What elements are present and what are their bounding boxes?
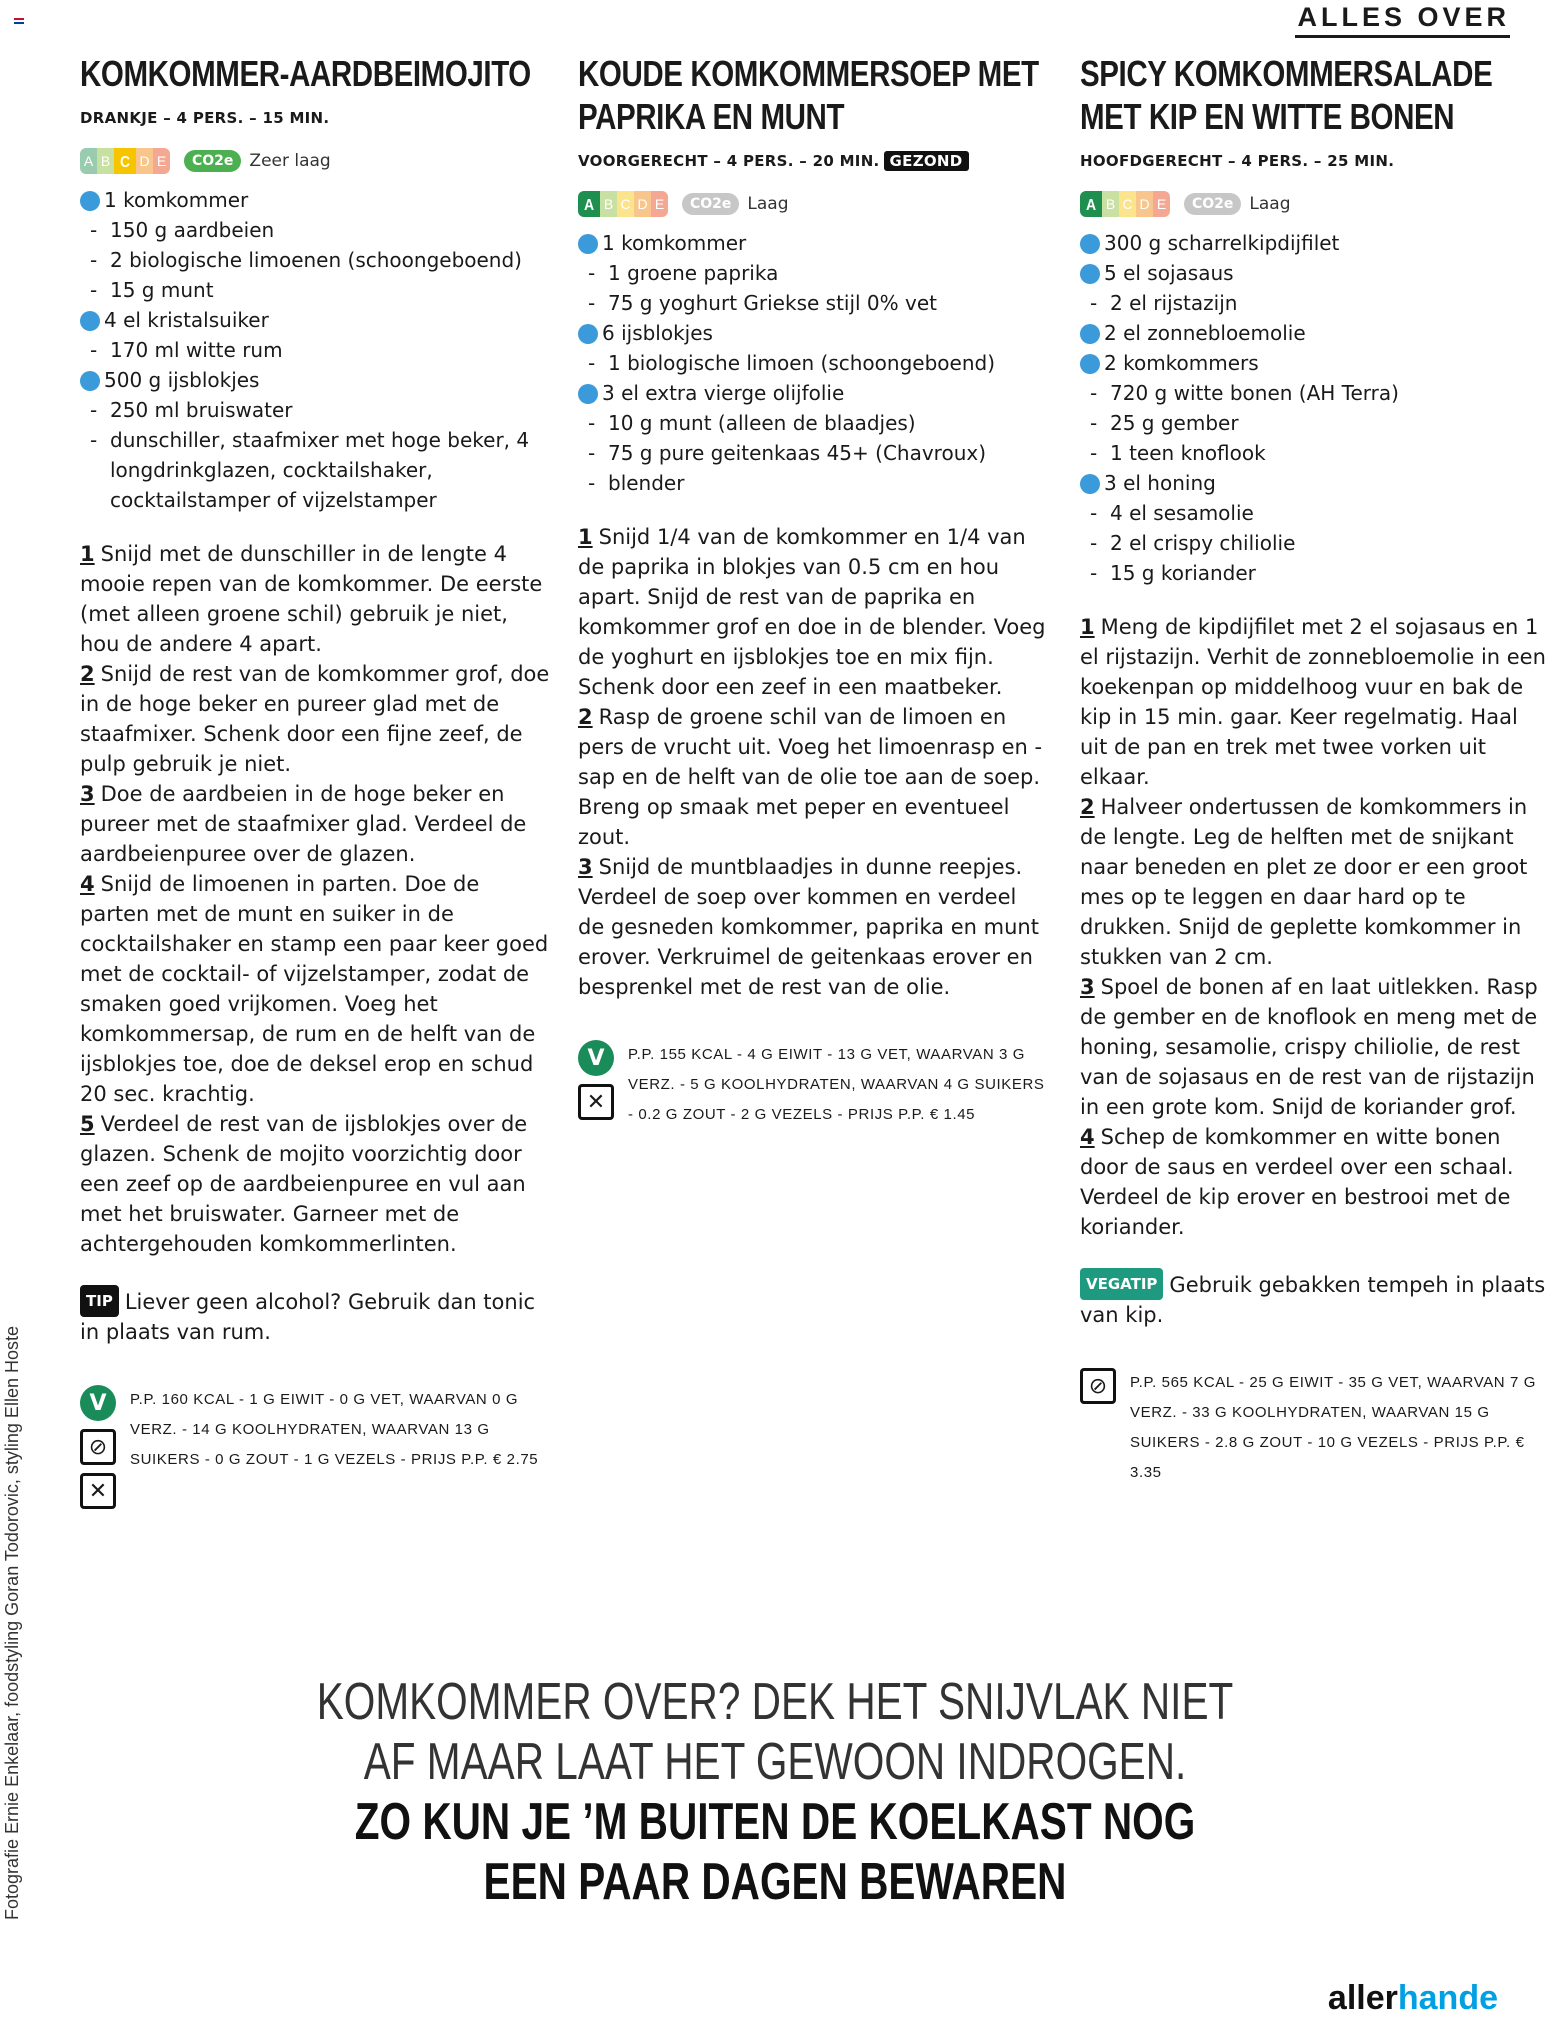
ingredient-text: 1 komkommer bbox=[104, 188, 249, 212]
no-alcohol-icon: ⊘ bbox=[80, 1429, 116, 1465]
ingredient-item bbox=[1080, 438, 1550, 468]
ingredient-text: 170 ml witte rum bbox=[110, 338, 283, 362]
drop-icon bbox=[578, 384, 598, 404]
ingredient-item bbox=[80, 395, 550, 425]
step bbox=[80, 779, 550, 869]
labels-row bbox=[80, 143, 550, 179]
drop-icon bbox=[80, 311, 100, 331]
ingredient-item bbox=[80, 305, 550, 335]
step-number: 2 bbox=[1080, 795, 1095, 819]
ingredient-item bbox=[1080, 528, 1550, 558]
labels-row bbox=[1080, 186, 1550, 222]
recipe-title: SPICY KOMKOMMERSALADE MET KIP EN WITTE BONEN bbox=[1080, 53, 1493, 137]
step bbox=[80, 869, 550, 1109]
nutriscore-grade: E bbox=[651, 191, 668, 217]
ingredient-text: 1 biologische limoen (schoongeboend) bbox=[608, 351, 995, 375]
drop-icon bbox=[80, 371, 100, 391]
ingredient-item bbox=[1080, 348, 1550, 378]
drop-icon bbox=[578, 324, 598, 344]
step-number: 2 bbox=[578, 705, 593, 729]
quote-line: AF MAAR LAAT HET GEWOON INDROGEN. bbox=[363, 1733, 1187, 1791]
nutriscore-grade: C bbox=[114, 148, 136, 174]
ingredient-item bbox=[80, 245, 550, 275]
step-number: 1 bbox=[80, 542, 95, 566]
step-number: 4 bbox=[1080, 1125, 1095, 1149]
step-number: 4 bbox=[80, 872, 95, 896]
recipe-meta bbox=[1080, 152, 1550, 170]
ingredient-text: 10 g munt (alleen de blaadjes) bbox=[608, 411, 916, 435]
step-number: 1 bbox=[578, 525, 593, 549]
ingredient-text: blender bbox=[608, 471, 685, 495]
photo-credit: Fotografie Ernie Enkelaar, foodstyling Goran Todorovic, styling Ellen Hoste bbox=[2, 1326, 22, 1920]
tip bbox=[1080, 1268, 1550, 1330]
ingredient-text: 720 g witte bonen (AH Terra) bbox=[1110, 381, 1399, 405]
quote-line-bold: EEN PAAR DAGEN BEWAREN bbox=[483, 1853, 1067, 1911]
step bbox=[80, 659, 550, 779]
ingredient-item bbox=[578, 438, 1048, 468]
step bbox=[578, 702, 1048, 852]
ingredient-text: 6 ijsblokjes bbox=[602, 321, 713, 345]
ingredient-text: 2 biologische limoenen (schoongeboend) bbox=[110, 248, 522, 272]
drop-icon bbox=[1080, 324, 1100, 344]
health-badge: GEZOND bbox=[884, 151, 969, 171]
step-text: Rasp de groene schil van de limoen en pers de vrucht uit. Voeg het limoenrasp en -sap en de helft van de olie toe aan de soep. Breng op smaak met peper en eventueel zout. bbox=[578, 705, 1043, 849]
diet-icons bbox=[578, 1040, 614, 1130]
tip-text: Gebruik gebakken tempeh in plaats van kip. bbox=[1080, 1273, 1546, 1327]
flag-mark bbox=[14, 18, 24, 24]
ingredient-text: 75 g pure geitenkaas 45+ (Chavroux) bbox=[608, 441, 987, 465]
ingredient-item bbox=[1080, 318, 1550, 348]
co2-label bbox=[1184, 193, 1291, 215]
nutriscore-grade: D bbox=[634, 191, 651, 217]
ingredient-item bbox=[80, 425, 550, 515]
nutrition-info bbox=[80, 1385, 550, 1509]
step bbox=[578, 522, 1048, 702]
recipe-meta bbox=[80, 109, 550, 127]
drop-icon bbox=[1080, 474, 1100, 494]
diet-icons bbox=[1080, 1368, 1116, 1488]
recipe-meta bbox=[578, 152, 1048, 170]
section-label: ALLES OVER bbox=[1295, 2, 1510, 38]
allerhande-logo: allerhande bbox=[1327, 1979, 1498, 2017]
ingredient-item bbox=[578, 408, 1048, 438]
ingredient-text: 150 g aardbeien bbox=[110, 218, 275, 242]
ingredient-text: 3 el extra vierge olijfolie bbox=[602, 381, 845, 405]
tip-badge: TIP bbox=[80, 1285, 119, 1317]
nutriscore-grade: A bbox=[80, 148, 97, 174]
gluten-free-icon: ✕ bbox=[80, 1473, 116, 1509]
co2-value: Laag bbox=[1249, 194, 1291, 214]
co2-value: Zeer laag bbox=[249, 151, 331, 171]
vega-icon: V bbox=[578, 1040, 614, 1076]
co2-label bbox=[184, 150, 331, 172]
ingredient-text: 15 g koriander bbox=[1110, 561, 1256, 585]
ingredient-item bbox=[1080, 378, 1550, 408]
recipe-column-1 bbox=[80, 52, 550, 1509]
steps bbox=[1080, 612, 1550, 1242]
ingredient-text: dunschiller, staafmixer met hoge beker, 4 longdrinkglazen, cocktailshaker, cocktailstamper of vijzelstamper bbox=[110, 428, 530, 512]
diet-icons bbox=[80, 1385, 116, 1509]
meta-text: DRANKJE – 4 PERS. – 15 MIN. bbox=[80, 109, 330, 127]
step bbox=[1080, 1122, 1550, 1242]
ingredient-item bbox=[80, 335, 550, 365]
co2-label bbox=[682, 193, 789, 215]
ingredient-text: 75 g yoghurt Griekse stijl 0% vet bbox=[608, 291, 938, 315]
tip-badge: VEGATIP bbox=[1080, 1268, 1163, 1300]
gluten-free-icon: ✕ bbox=[578, 1084, 614, 1120]
co2-value: Laag bbox=[747, 194, 789, 214]
ingredient-item bbox=[1080, 228, 1550, 258]
step-text: Schep de komkommer en witte bonen door de saus en verdeel over een schaal. Verdeel de kip erover en bestrooi met de koriander. bbox=[1080, 1125, 1514, 1239]
nutriscore-grade: C bbox=[617, 191, 634, 217]
ingredient-item bbox=[578, 468, 1048, 498]
step-text: Doe de aardbeien in de hoge beker en pureer met de staafmixer glad. Verdeel de aardbeienpuree over de glazen. bbox=[80, 782, 527, 866]
drop-icon bbox=[578, 234, 598, 254]
ingredient-text: 2 komkommers bbox=[1104, 351, 1259, 375]
ingredient-item bbox=[1080, 408, 1550, 438]
vega-icon: V bbox=[80, 1385, 116, 1421]
nutriscore-grade: D bbox=[136, 148, 153, 174]
recipe-title: KOMKOMMER-AARDBEIMOJITO bbox=[80, 53, 531, 94]
co2-cloud-icon: CO2e bbox=[1184, 193, 1241, 215]
nutriscore-label bbox=[1080, 191, 1170, 217]
nutrition-info bbox=[1080, 1368, 1550, 1488]
nutriscore-grade: B bbox=[600, 191, 617, 217]
step bbox=[80, 1109, 550, 1259]
nutrition-text: P.P. 155 KCAL - 4 G EIWIT - 13 G VET, WAARVAN 3 G VERZ. - 5 G KOOLHYDRATEN, WAARVAN 4 G SUIKERS - 0.2 G ZOUT - 2 G VEZELS - PRIJS P.P. € 1.45 bbox=[628, 1046, 1045, 1123]
ingredient-text: 15 g munt bbox=[110, 278, 214, 302]
recipe-title: KOUDE KOMKOMMERSOEP MET PAPRIKA EN MUNT bbox=[578, 53, 1039, 137]
drop-icon bbox=[1080, 234, 1100, 254]
nutriscore-label bbox=[80, 148, 170, 174]
step bbox=[1080, 972, 1550, 1122]
ingredient-text: 2 el zonnebloemolie bbox=[1104, 321, 1306, 345]
ingredient-text: 3 el honing bbox=[1104, 471, 1216, 495]
ingredient-text: 1 groene paprika bbox=[608, 261, 779, 285]
ingredient-item bbox=[578, 348, 1048, 378]
ingredient-text: 1 teen knoflook bbox=[1110, 441, 1266, 465]
ingredient-text: 25 g gember bbox=[1110, 411, 1239, 435]
step-text: Meng de kipdijfilet met 2 el sojasaus en 1 el rijstazijn. Verhit de zonnebloemolie in een koekenpan op middelhoog vuur en bak de kip in 15 min. gaar. Keer regelmatig. Haal uit de pan en trek met twee vorken uit elkaar. bbox=[1080, 615, 1546, 789]
step-text: Halveer ondertussen de komkommers in de lengte. Leg de helften met de snijkant naar beneden en plet ze door er een groot mes op te leggen en daar hard op te drukken. Snijd de geplette komkommer in stukken van 2 cm. bbox=[1080, 795, 1528, 969]
ingredient-text: 300 g scharrelkipdijfilet bbox=[1104, 231, 1340, 255]
ingredient-list bbox=[1080, 228, 1550, 588]
drop-icon bbox=[1080, 264, 1100, 284]
step-number: 3 bbox=[80, 782, 95, 806]
ingredient-text: 1 komkommer bbox=[602, 231, 747, 255]
step bbox=[80, 539, 550, 659]
ingredient-item bbox=[1080, 558, 1550, 588]
co2-cloud-icon: CO2e bbox=[184, 150, 241, 172]
meta-text: VOORGERECHT – 4 PERS. – 20 MIN. bbox=[578, 152, 880, 170]
no-alcohol-icon: ⊘ bbox=[1080, 1368, 1116, 1404]
nutrition-text: P.P. 565 KCAL - 25 G EIWIT - 35 G VET, WAARVAN 7 G VERZ. - 33 G KOOLHYDRATEN, WAARVAN 15 G SUIKERS - 2.8 G ZOUT - 10 G VEZELS - PRIJS P.P. € 3.35 bbox=[1130, 1374, 1536, 1481]
step-text: Snijd de limoenen in parten. Doe de parten met de munt en suiker in de cocktailshaker en stamp een paar keer goed met de cocktail- of vijzelstamper, zodat de smaken goed vrijkomen. Voeg het komkommersap, de rum en de helft van de ijsblokjes toe, doe de deksel erop en schud 20 sec. krachtig. bbox=[80, 872, 549, 1106]
step-number: 1 bbox=[1080, 615, 1095, 639]
ingredient-item bbox=[1080, 498, 1550, 528]
ingredient-text: 250 ml bruiswater bbox=[110, 398, 293, 422]
ingredient-item bbox=[80, 365, 550, 395]
ingredient-item bbox=[1080, 258, 1550, 288]
nutrition-info bbox=[578, 1040, 1048, 1130]
tip-text: Liever geen alcohol? Gebruik dan tonic in plaats van rum. bbox=[80, 1290, 536, 1344]
ingredient-text: 2 el crispy chiliolie bbox=[1110, 531, 1296, 555]
ingredient-text: 2 el rijstazijn bbox=[1110, 291, 1238, 315]
step-text: Snijd de rest van de komkommer grof, doe in de hoge beker en pureer glad met de staafmixer. Schenk door een fijne zeef, de pulp gebruik je niet. bbox=[80, 662, 550, 776]
ingredient-item bbox=[578, 228, 1048, 258]
meta-text: HOOFDGERECHT – 4 PERS. – 25 MIN. bbox=[1080, 152, 1395, 170]
ingredient-list bbox=[578, 228, 1048, 498]
co2-cloud-icon: CO2e bbox=[682, 193, 739, 215]
nutriscore-grade: A bbox=[578, 191, 600, 217]
nutriscore-grade: E bbox=[153, 148, 170, 174]
step bbox=[1080, 612, 1550, 792]
step-number: 3 bbox=[578, 855, 593, 879]
labels-row bbox=[578, 186, 1048, 222]
step-text: Spoel de bonen af en laat uitlekken. Rasp de gember en de knoflook en meng met de honing, sesamolie, crispy chiliolie, de rest van de sojasaus en de rest van de rijstazijn in een grote kom. Snijd de koriander grof. bbox=[1080, 975, 1538, 1119]
tip bbox=[80, 1285, 550, 1347]
ingredient-text: 5 el sojasaus bbox=[1104, 261, 1234, 285]
ingredient-item bbox=[1080, 468, 1550, 498]
recipe-column-3 bbox=[1080, 52, 1550, 1488]
quote-line-bold: ZO KUN JE ’M BUITEN DE KOELKAST NOG bbox=[354, 1793, 1196, 1851]
drop-icon bbox=[1080, 354, 1100, 374]
step-text: Snijd 1/4 van de komkommer en 1/4 van de paprika in blokjes van 0.5 cm en hou apart. Snijd de rest van de paprika en komkommer grof en doe in de blender. Voeg de yoghurt en ijsblokjes toe en mix fijn. Schenk door een zeef in een maatbeker. bbox=[578, 525, 1046, 699]
ingredient-text: 4 el kristalsuiker bbox=[104, 308, 269, 332]
nutrition-text: P.P. 160 KCAL - 1 G EIWIT - 0 G VET, WAARVAN 0 G VERZ. - 14 G KOOLHYDRATEN, WAARVAN 13 G SUIKERS - 0 G ZOUT - 1 G VEZELS - PRIJS P.P. € 2.75 bbox=[130, 1391, 539, 1468]
steps bbox=[80, 539, 550, 1259]
ingredient-item bbox=[1080, 288, 1550, 318]
pull-quote bbox=[0, 1672, 1550, 1912]
nutriscore-label bbox=[578, 191, 668, 217]
ingredient-list bbox=[80, 185, 550, 515]
ingredient-item bbox=[578, 378, 1048, 408]
ingredient-item bbox=[80, 185, 550, 215]
ingredient-item bbox=[578, 318, 1048, 348]
ingredient-text: 500 g ijsblokjes bbox=[104, 368, 260, 392]
drop-icon bbox=[80, 191, 100, 211]
ingredient-item bbox=[578, 288, 1048, 318]
nutriscore-grade: A bbox=[1080, 191, 1102, 217]
step-text: Verdeel de rest van de ijsblokjes over de glazen. Schenk de mojito voorzichtig door een zeef op de aardbeienpuree en vul aan met het bruiswater. Garneer met de achtergehouden komkommerlinten. bbox=[80, 1112, 528, 1256]
ingredient-item bbox=[578, 258, 1048, 288]
steps bbox=[578, 522, 1048, 1002]
nutriscore-grade: D bbox=[1136, 191, 1153, 217]
nutriscore-grade: E bbox=[1153, 191, 1170, 217]
step bbox=[578, 852, 1048, 1002]
ingredient-text: 4 el sesamolie bbox=[1110, 501, 1254, 525]
step-number: 5 bbox=[80, 1112, 95, 1136]
step bbox=[1080, 792, 1550, 972]
nutriscore-grade: B bbox=[1102, 191, 1119, 217]
step-number: 3 bbox=[1080, 975, 1095, 999]
nutriscore-grade: C bbox=[1119, 191, 1136, 217]
step-text: Snijd met de dunschiller in de lengte 4 mooie repen van de komkommer. De eerste (met alleen groene schil) gebruik je niet, hou de andere 4 apart. bbox=[80, 542, 543, 656]
nutriscore-grade: B bbox=[97, 148, 114, 174]
quote-line: KOMKOMMER OVER? DEK HET SNIJVLAK NIET bbox=[316, 1673, 1234, 1731]
step-text: Snijd de muntblaadjes in dunne reepjes. Verdeel de soep over kommen en verdeel de gesneden komkommer, paprika en munt erover. Verkruimel de geitenkaas erover en besprenkel met de rest van de olie. bbox=[578, 855, 1039, 999]
ingredient-item bbox=[80, 275, 550, 305]
ingredient-item bbox=[80, 215, 550, 245]
recipe-column-2 bbox=[578, 52, 1048, 1130]
step-number: 2 bbox=[80, 662, 95, 686]
